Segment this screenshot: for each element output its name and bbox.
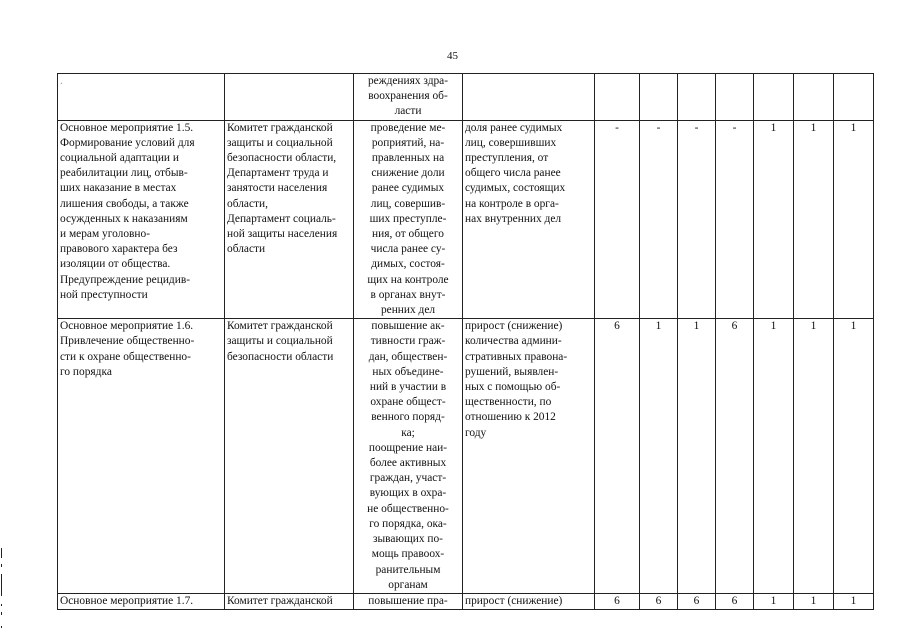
value-cell: 1 [834,593,874,609]
event-cell: Основное мероприятие 1.7. [58,593,225,609]
value-cell [678,74,716,121]
event-cell: Основное мероприятие 1.6. Привлечение общественно- сти к охране общественно- го порядка [58,319,225,594]
value-cell: 1 [754,593,794,609]
value-cell [716,74,754,121]
scan-edge-marks [0,548,4,640]
value-cell [595,74,640,121]
value-cell: 1 [834,319,874,594]
table-row [58,319,874,594]
program-measures-table [57,73,874,610]
indicator-cell: прирост (снижение) количества админи- стративных правона- рушений, выявлен- ных с помощью об- щественности, по отношению к 2012 году [463,319,595,594]
value-cell: 1 [794,593,834,609]
table-row [58,74,874,121]
action-cell: реждениях здра- воохранения об- ласти [354,74,463,121]
value-cell: 6 [716,593,754,609]
table-row [58,120,874,319]
executor-cell: Комитет гражданской [225,593,354,609]
action-cell: повышение пра- [354,593,463,609]
action-cell: проведение ме- роприятий, на- правленных на снижение доли ранее судимых лиц, совершив- ших преступле- ния, от общего числа ранее су- димых, состоя- щих на контроле в органах внут- ренних дел [354,120,463,319]
value-cell: 6 [716,319,754,594]
action-cell: повышение ак- тивности граж- дан, обществен- ных объедине- ний в участии в охране общест- венного поряд- ка; поощрение наи- более активных граждан, участ- вующих в охра- не общественно- го порядка, ока- зывающих по- мощь правоох- ранительным органам [354,319,463,594]
value-cell [794,74,834,121]
page-number: 45 [447,50,458,62]
value-cell: 1 [794,319,834,594]
value-cell: 6 [640,593,678,609]
indicator-cell [463,74,595,121]
value-cell [640,74,678,121]
value-cell: 1 [794,120,834,319]
value-cell: 6 [595,593,640,609]
value-cell: - [595,120,640,319]
value-cell: - [678,120,716,319]
value-cell: - [640,120,678,319]
indicator-cell: доля ранее судимых лиц, совершивших преступления, от общего числа ранее судимых, состоящих на контроле в орга- нах внутренних дел [463,120,595,319]
value-cell: 1 [678,319,716,594]
value-cell: 1 [754,120,794,319]
value-cell [754,74,794,121]
value-cell: 1 [834,120,874,319]
value-cell: 1 [754,319,794,594]
event-cell: . [58,74,225,121]
value-cell: 6 [678,593,716,609]
indicator-cell: прирост (снижение) [463,593,595,609]
executor-cell [225,74,354,121]
event-cell: Основное мероприятие 1.5. Формирование условий для социальной адаптации и реабилитации лиц, отбыв- ших наказание в местах лишения свободы, а также осужденных к наказаниям и мерам уголовно- правового характера без изоляции от общества. Предупреждение рецидив- ной преступности [58,120,225,319]
table-row [58,593,874,609]
value-cell: 1 [640,319,678,594]
value-cell [834,74,874,121]
executor-cell: Комитет гражданской защиты и социальной безопасности области, Департамент труда и занятости населения области, Департамент социаль- ной защиты населения области [225,120,354,319]
value-cell: 6 [595,319,640,594]
executor-cell: Комитет гражданской защиты и социальной безопасности области [225,319,354,594]
value-cell: - [716,120,754,319]
